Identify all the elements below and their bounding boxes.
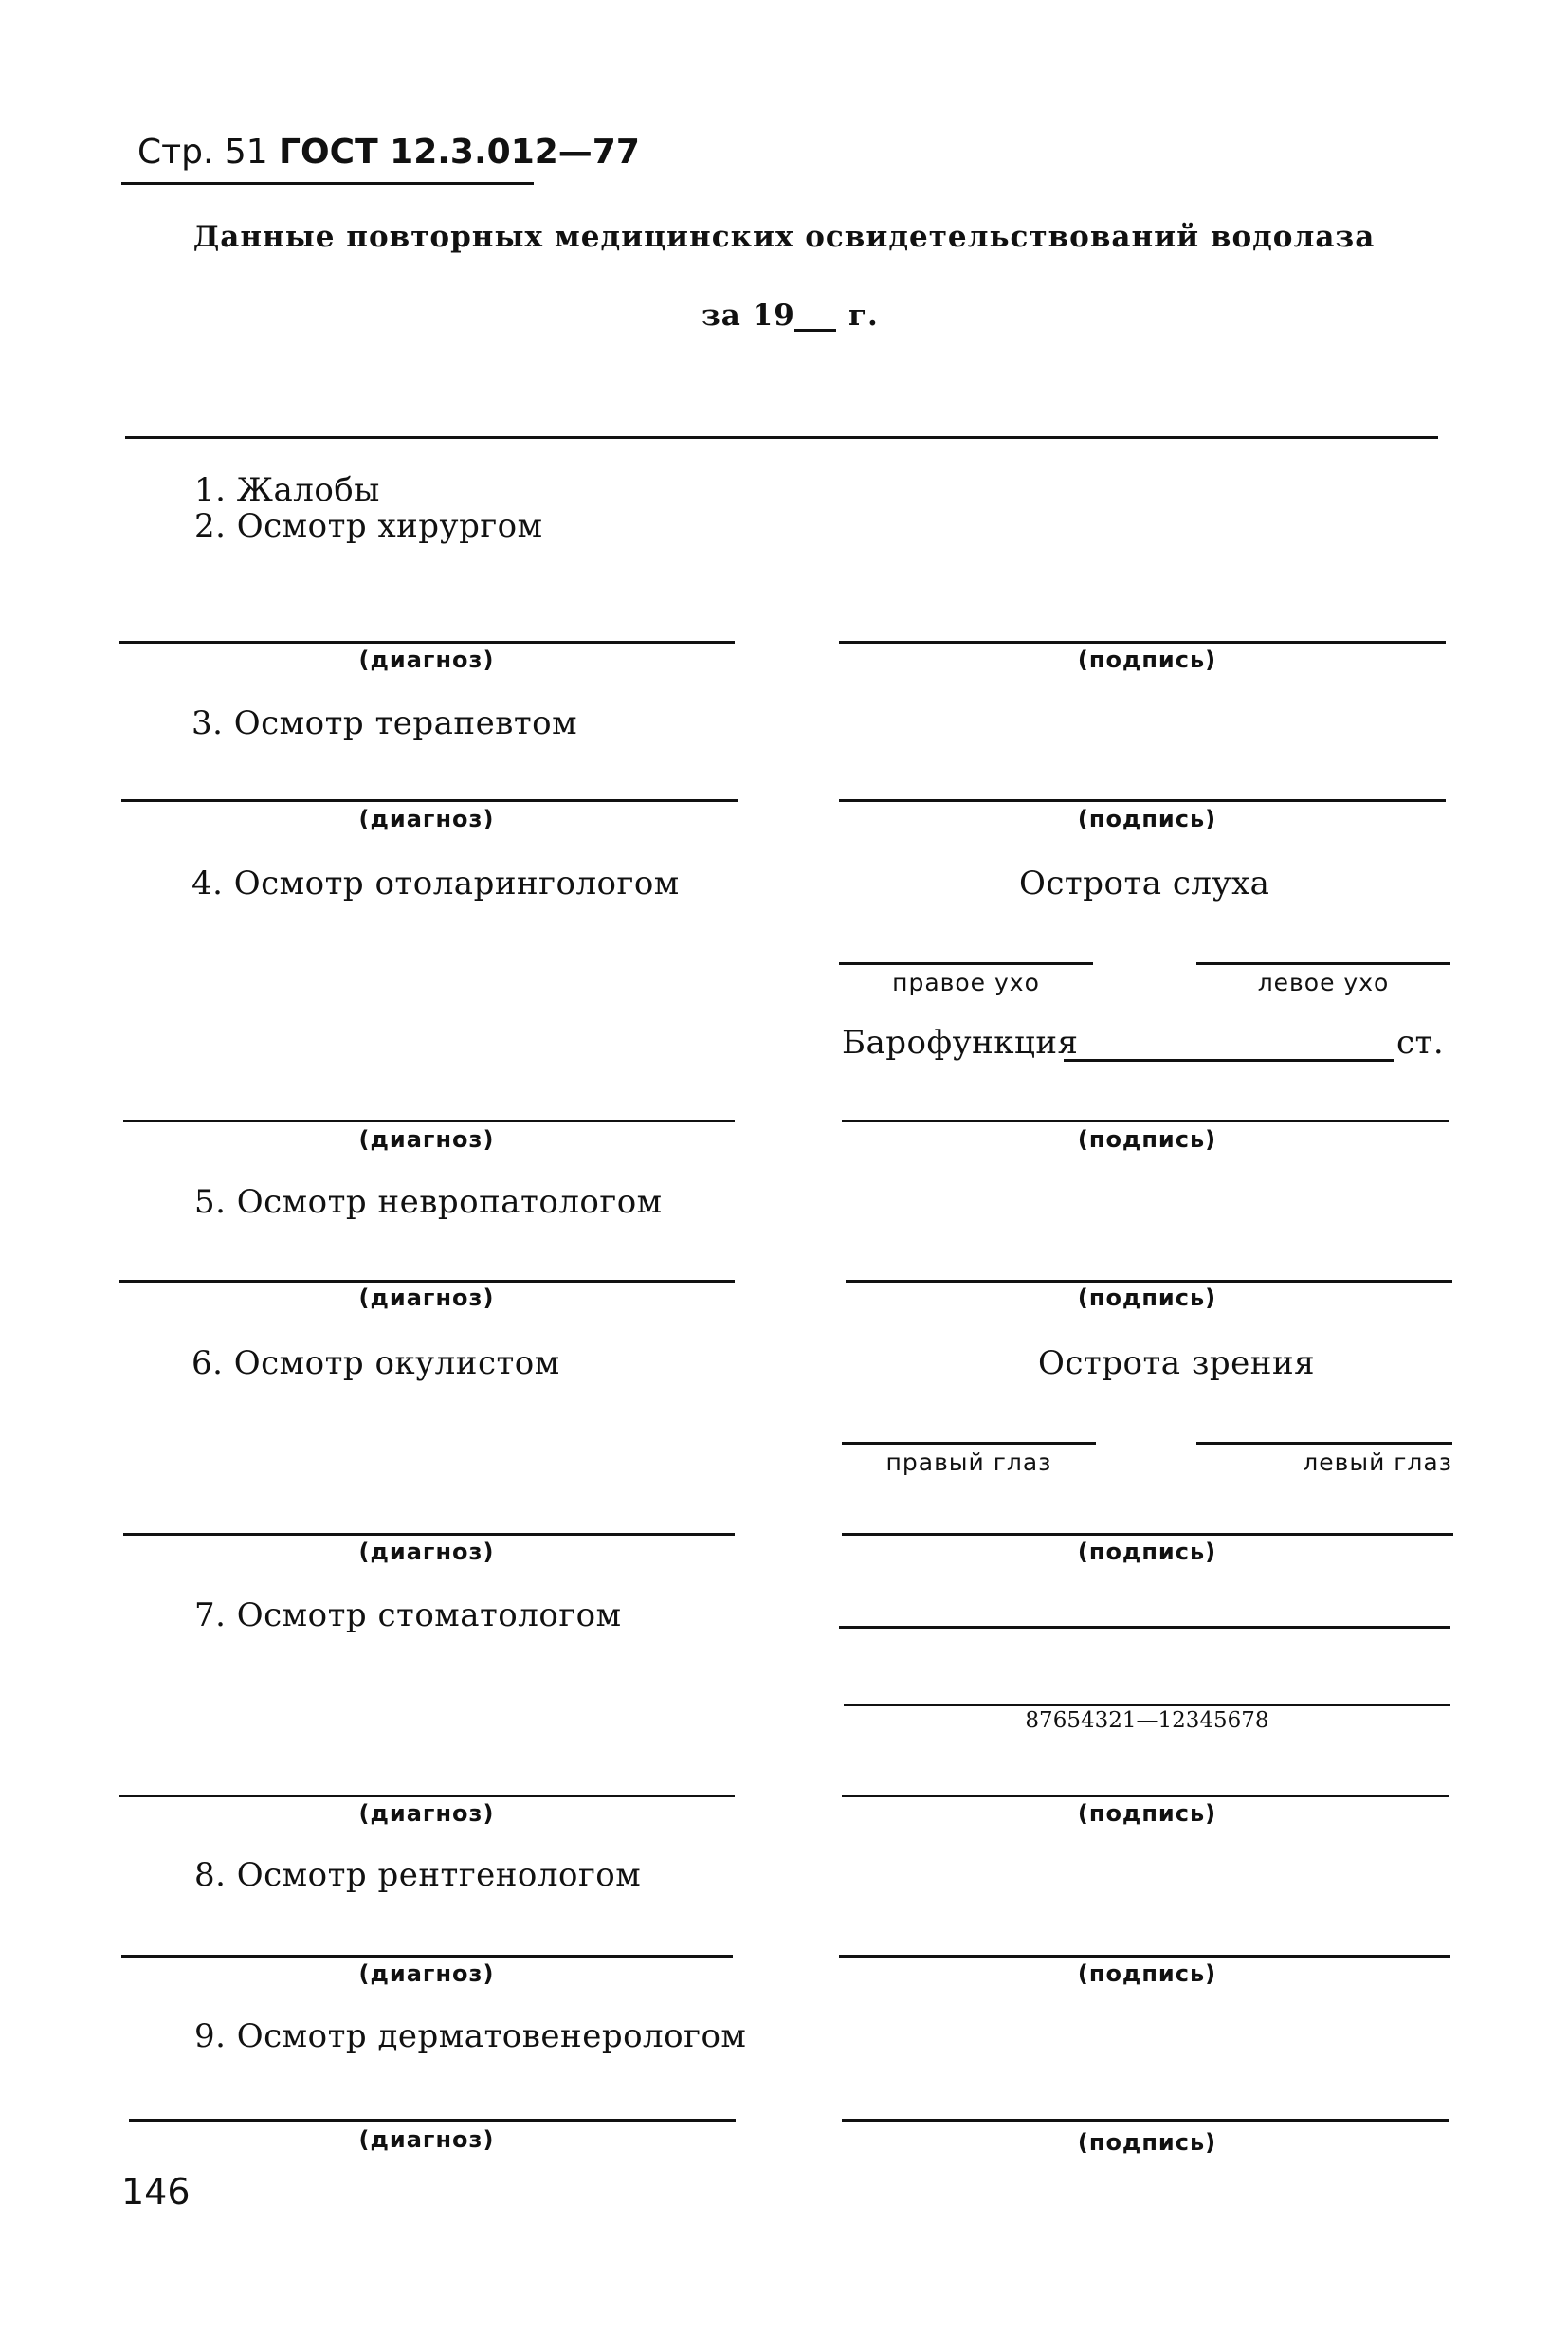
signature-line-otolaryngologist[interactable] — [842, 1120, 1449, 1122]
diagnosis-caption: (диагноз) — [358, 2126, 495, 2153]
signature-line-therapist[interactable] — [839, 799, 1446, 802]
signature-line-dentist[interactable] — [842, 1795, 1449, 1797]
signature-caption: (подпись) — [1077, 1126, 1217, 1153]
barofunction-unit: ст. — [1396, 1024, 1445, 1062]
item-radiologist: 8. Осмотр рентгенологом — [194, 1856, 642, 1894]
signature-caption: (подпись) — [1077, 647, 1217, 673]
diagnosis-caption: (диагноз) — [358, 1960, 495, 1987]
signature-caption: (подпись) — [1077, 1800, 1217, 1827]
diagnosis-caption: (диагноз) — [358, 1800, 495, 1827]
vision-left-caption: левый глаз — [1303, 1449, 1452, 1476]
item-surgeon: 2. Осмотр хирургом — [194, 507, 543, 545]
signature-line-radiologist[interactable] — [839, 1955, 1450, 1958]
diagnosis-line-neurologist[interactable] — [119, 1280, 735, 1283]
hearing-right-caption: правое ухо — [892, 969, 1040, 996]
item-oculist: 6. Осмотр окулистом — [191, 1344, 560, 1382]
top-rule — [125, 436, 1438, 439]
signature-caption: (подпись) — [1077, 1539, 1217, 1565]
diagnosis-line-otolaryngologist[interactable] — [123, 1120, 735, 1122]
signature-line-oculist[interactable] — [842, 1533, 1453, 1536]
vision-title: Острота зрения — [1038, 1344, 1316, 1382]
signature-caption: (подпись) — [1077, 806, 1217, 832]
hearing-left-line[interactable] — [1196, 962, 1450, 965]
year-label: за 19 — [702, 299, 795, 333]
diagnosis-line-oculist[interactable] — [123, 1533, 735, 1536]
page-number: 146 — [121, 2171, 191, 2213]
year-suffix: г. — [848, 299, 879, 333]
dental-formula: 87654321—12345678 — [1025, 1708, 1269, 1733]
diagnosis-caption: (диагноз) — [358, 806, 495, 832]
vision-right-line[interactable] — [842, 1442, 1096, 1445]
year-blank[interactable] — [794, 329, 836, 332]
signature-caption: (подпись) — [1077, 2129, 1217, 2156]
diagnosis-line-therapist[interactable] — [121, 799, 738, 802]
diagnosis-line-surgeon[interactable] — [119, 641, 735, 644]
hearing-left-caption: левое ухо — [1257, 969, 1390, 996]
diagnosis-caption: (диагноз) — [358, 1285, 495, 1311]
signature-line-neurologist[interactable] — [846, 1280, 1452, 1283]
vision-left-line[interactable] — [1196, 1442, 1452, 1445]
item-therapist: 3. Осмотр терапевтом — [191, 704, 578, 742]
diagnosis-line-dentist[interactable] — [119, 1795, 735, 1797]
diagnosis-caption: (диагноз) — [358, 1126, 495, 1153]
diagnosis-caption: (диагноз) — [358, 647, 495, 673]
item-dentist: 7. Осмотр стоматологом — [194, 1596, 622, 1634]
dental-line-1[interactable] — [839, 1626, 1450, 1629]
standard-code: ГОСТ 12.3.012—77 — [279, 133, 640, 172]
item-neurologist: 5. Осмотр невропатологом — [194, 1183, 663, 1221]
signature-line-dermatovenereologist[interactable] — [842, 2119, 1449, 2122]
form-title: Данные повторных медицинских освидетельствований водолаза — [192, 220, 1376, 254]
dental-line-2[interactable] — [844, 1704, 1450, 1706]
diagnosis-line-radiologist[interactable] — [121, 1955, 733, 1958]
barofunction-label: Барофункция — [842, 1024, 1079, 1062]
signature-line-surgeon[interactable] — [839, 641, 1446, 644]
header-underline — [121, 182, 534, 185]
signature-caption: (подпись) — [1077, 1285, 1217, 1311]
item-otolaryngologist: 4. Осмотр отоларингологом — [191, 865, 680, 902]
signature-caption: (подпись) — [1077, 1960, 1217, 1987]
hearing-title: Острота слуха — [1019, 865, 1270, 902]
vision-right-caption: правый глаз — [885, 1449, 1052, 1476]
item-complaints: 1. Жалобы — [194, 471, 380, 509]
page-label: Стр. 51 — [137, 133, 268, 172]
hearing-right-line[interactable] — [839, 962, 1093, 965]
diagnosis-line-dermatovenereologist[interactable] — [129, 2119, 736, 2122]
barofunction-line[interactable] — [1064, 1059, 1394, 1062]
page-header — [137, 133, 640, 172]
item-dermatovenereologist: 9. Осмотр дерматовенерологом — [194, 2017, 747, 2055]
diagnosis-caption: (диагноз) — [358, 1539, 495, 1565]
